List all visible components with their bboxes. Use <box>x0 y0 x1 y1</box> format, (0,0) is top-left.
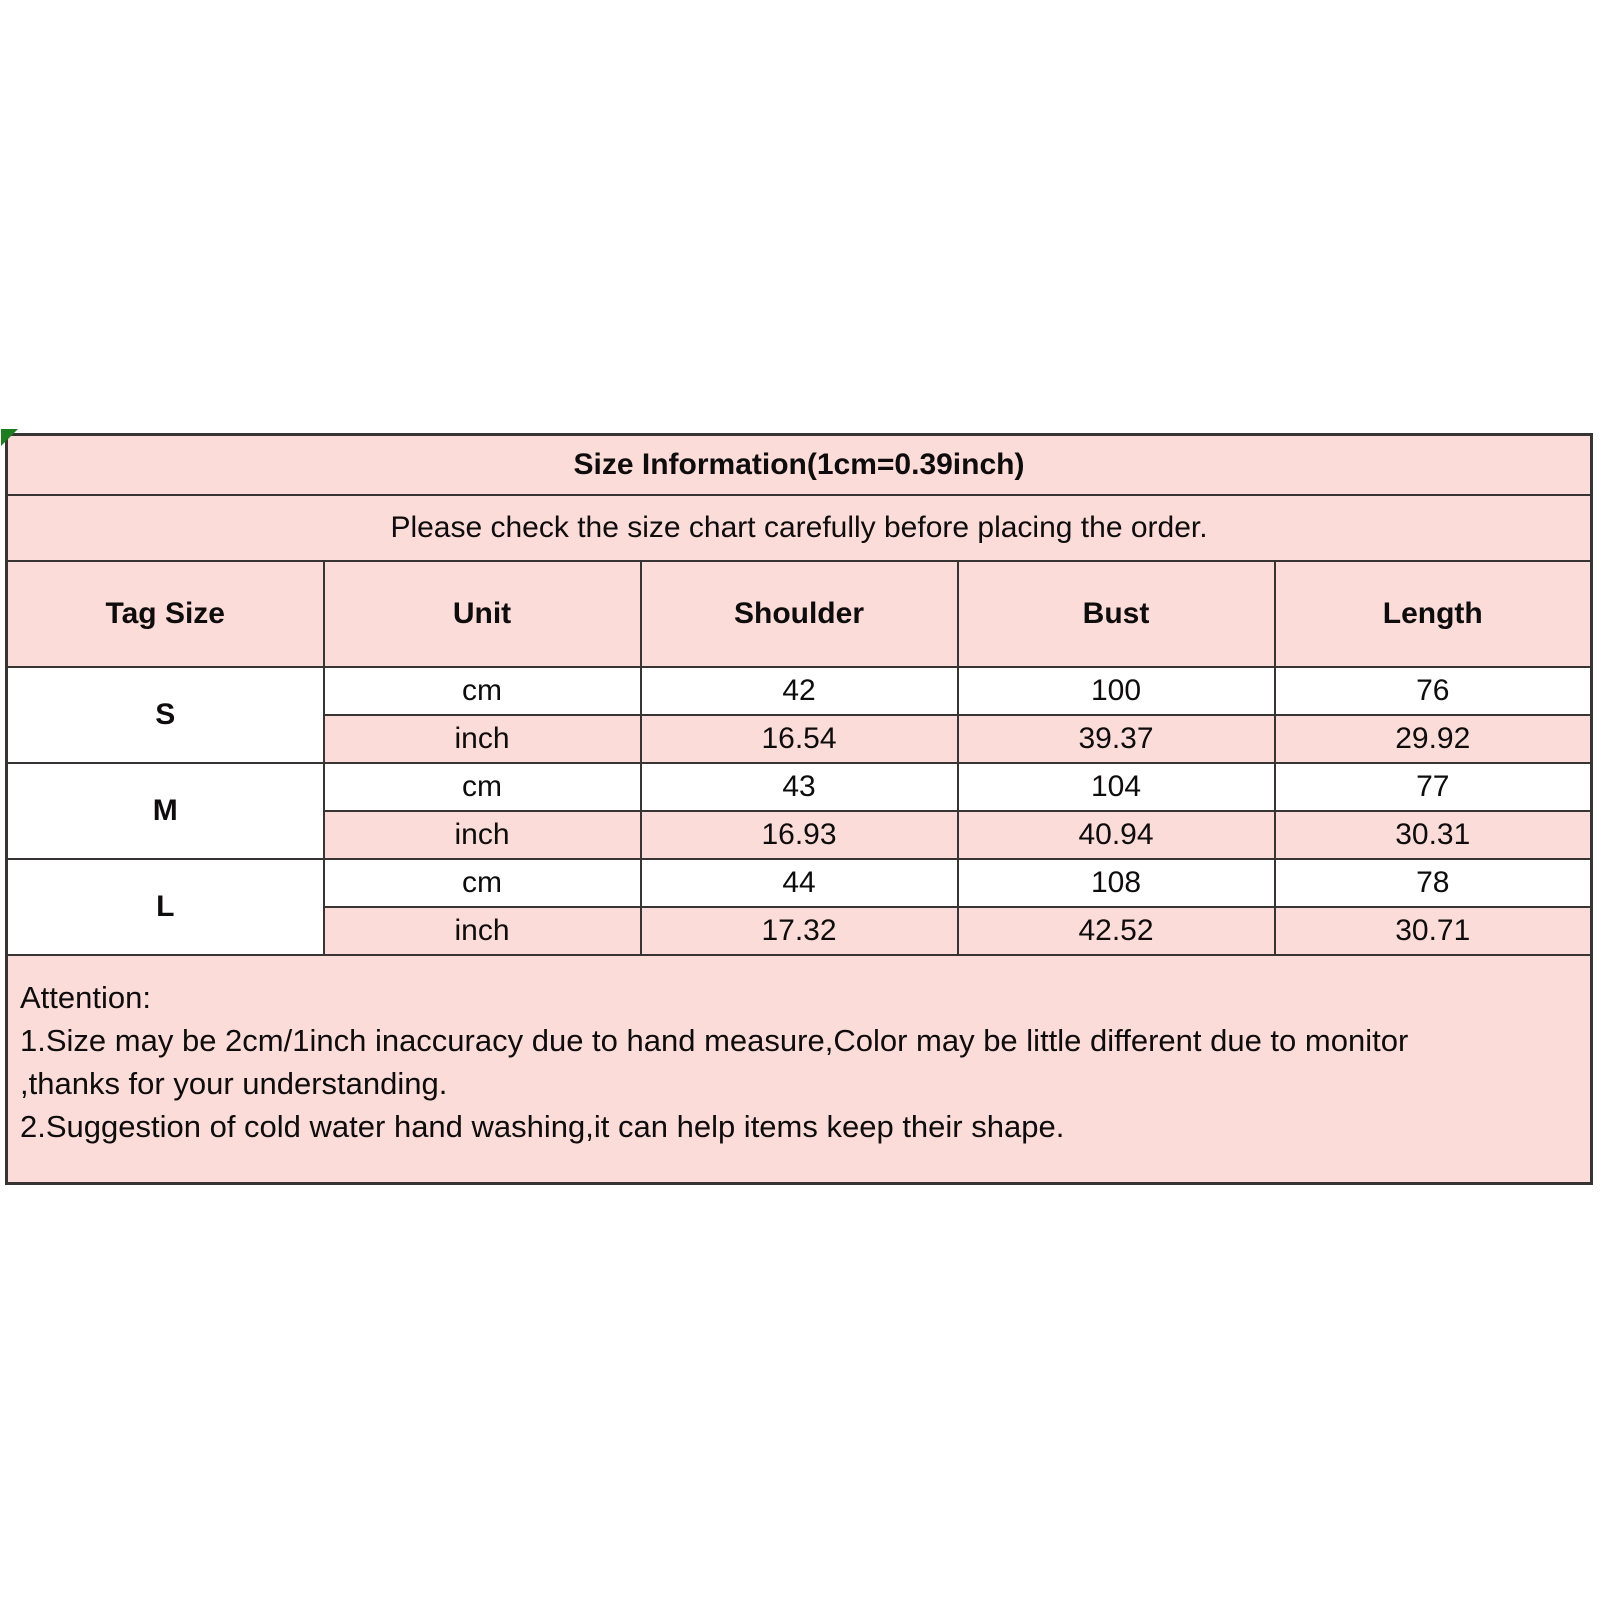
l-cm-unit: cm <box>324 859 641 907</box>
m-inch-bust: 40.94 <box>958 811 1275 859</box>
l-inch-bust: 42.52 <box>958 907 1275 955</box>
m-cm-bust: 104 <box>958 763 1275 811</box>
s-inch-unit: inch <box>324 715 641 763</box>
s-cm-length: 76 <box>1275 667 1592 715</box>
m-cm-unit: cm <box>324 763 641 811</box>
title-row <box>7 435 1592 496</box>
l-cm-length: 78 <box>1275 859 1592 907</box>
l-inch-length: 30.71 <box>1275 907 1592 955</box>
s-inch-shoulder: 16.54 <box>641 715 958 763</box>
m-cm-length: 77 <box>1275 763 1592 811</box>
col-header-bust: Bust <box>958 561 1275 667</box>
m-inch-unit: inch <box>324 811 641 859</box>
m-cm-shoulder: 43 <box>641 763 958 811</box>
col-header-length: Length <box>1275 561 1592 667</box>
cell-comment-marker-icon <box>1 429 18 446</box>
table-subtitle: Please check the size chart carefully before placing the order. <box>7 495 1592 561</box>
attention-note-1: 1.Size may be 2cm/1inch inaccuracy due to hand measure,Color may be little different due to monitor <box>20 1023 1409 1058</box>
row-m-cm <box>7 763 1592 811</box>
table-title: Size Information(1cm=0.39inch) <box>7 435 1592 496</box>
m-inch-shoulder: 16.93 <box>641 811 958 859</box>
s-cm-bust: 100 <box>958 667 1275 715</box>
attention-heading: Attention: <box>20 980 151 1015</box>
attention-note-2: 2.Suggestion of cold water hand washing,it can help items keep their shape. <box>20 1109 1065 1144</box>
size-chart <box>5 433 1593 1185</box>
row-s-cm <box>7 667 1592 715</box>
s-cm-shoulder: 42 <box>641 667 958 715</box>
tag-size-m: M <box>7 763 324 859</box>
row-l-cm <box>7 859 1592 907</box>
l-inch-unit: inch <box>324 907 641 955</box>
l-inch-shoulder: 17.32 <box>641 907 958 955</box>
size-table <box>5 433 1593 1185</box>
s-inch-bust: 39.37 <box>958 715 1275 763</box>
l-cm-bust: 108 <box>958 859 1275 907</box>
tag-size-l: L <box>7 859 324 955</box>
attention-note-1-continued: ,thanks for your understanding. <box>20 1066 448 1101</box>
m-inch-length: 30.31 <box>1275 811 1592 859</box>
col-header-unit: Unit <box>324 561 641 667</box>
s-inch-length: 29.92 <box>1275 715 1592 763</box>
col-header-tag-size: Tag Size <box>7 561 324 667</box>
l-cm-shoulder: 44 <box>641 859 958 907</box>
header-row <box>7 561 1592 667</box>
attention-block <box>7 955 1592 1184</box>
attention-row <box>7 955 1592 1184</box>
subtitle-row <box>7 495 1592 561</box>
tag-size-s: S <box>7 667 324 763</box>
s-cm-unit: cm <box>324 667 641 715</box>
col-header-shoulder: Shoulder <box>641 561 958 667</box>
